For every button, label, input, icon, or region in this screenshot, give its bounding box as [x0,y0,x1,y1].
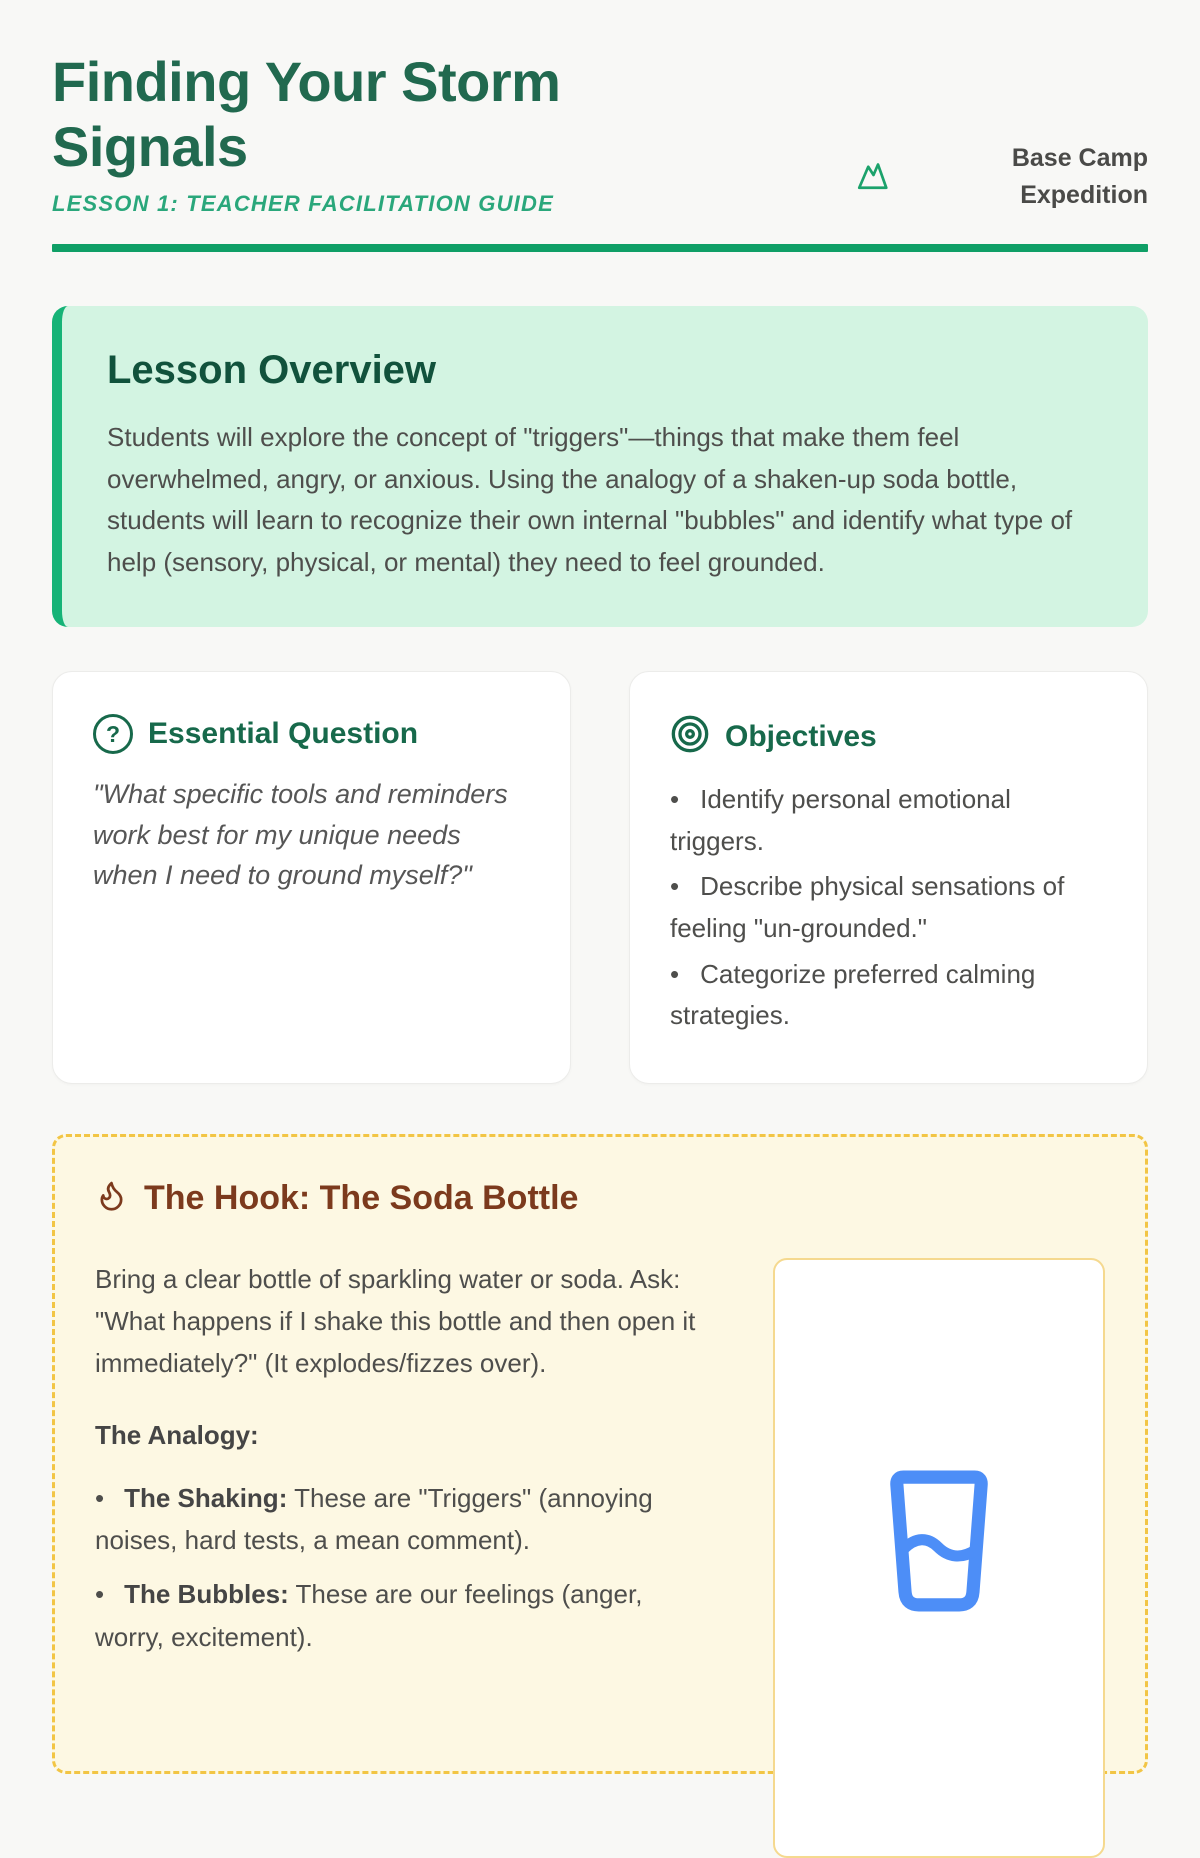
hook-text-column [95,1258,718,1670]
page-title: Finding Your Storm Signals [52,50,561,178]
brand-line1: Base Camp [1011,143,1148,172]
overview-body: Students will explore the concept of "triggers"—things that make them feel overwhelmed, angry, or anxious. Using the analogy of a shaken-up soda bottle, students will learn to recognize their own internal "bubbles" and identify what type of help (sensory, physical, or mental) they need to feel grounded. [107,421,1073,577]
header-divider [52,244,1148,252]
hook-bullet-item [95,1477,718,1561]
target-icon [670,714,710,759]
hook-heading: The Hook: The Soda Bottle [144,1178,579,1217]
info-cards-row [52,671,1148,1084]
question-circle-icon [93,714,133,754]
essential-question-heading: Essential Question [148,717,419,751]
page-header [52,50,1148,217]
soda-visual-card [773,1258,1105,1858]
essential-question-header [93,714,530,754]
objective-item [670,866,1107,949]
lesson-overview-panel [52,306,1148,627]
bullet-lead: The Bubbles: [124,1579,289,1610]
objectives-card [629,671,1148,1084]
objective-text: Describe physical sensations of feeling "un-grounded." [670,871,1065,944]
overview-heading: Lesson Overview [107,347,437,392]
essential-question-text: "What specific tools and reminders work best for my unique needs when I need to ground myself?" [93,779,508,891]
hook-bullet-item [95,1573,718,1657]
brand-line2: Expedition [1020,181,1148,210]
mountain-icon [854,157,890,198]
hook-content [95,1258,1105,1858]
hook-header [95,1179,1105,1218]
objective-item [670,954,1107,1037]
bullet-lead: The Shaking: [124,1483,288,1514]
flame-icon [95,1179,128,1217]
hook-intro: Bring a clear bottle of sparkling water or soda. Ask: "What happens if I shake this bottle and then open it immediately?" (It explodes/fizzes over). [95,1263,696,1379]
brand-block [854,140,1148,217]
page-subtitle: LESSON 1: TEACHER FACILITATION GUIDE [52,190,554,216]
objective-text: Categorize preferred calming strategies. [670,958,1036,1031]
bullet-text: These are our feelings (anger, worry, excitement). [95,1579,643,1652]
header-titles [52,50,742,217]
essential-question-card [52,671,571,1084]
water-glass-icon [888,1260,990,1617]
analogy-label: The Analogy: [95,1420,259,1451]
bullet-text: These are "Triggers" (annoying noises, hard tests, a mean comment). [95,1483,653,1556]
objective-item [670,779,1107,862]
objectives-header [670,714,1107,759]
hook-panel [52,1134,1148,1774]
brand-name [1012,140,1148,215]
objective-text: Identify personal emotional triggers. [670,784,1011,856]
objectives-heading: Objectives [725,719,877,753]
